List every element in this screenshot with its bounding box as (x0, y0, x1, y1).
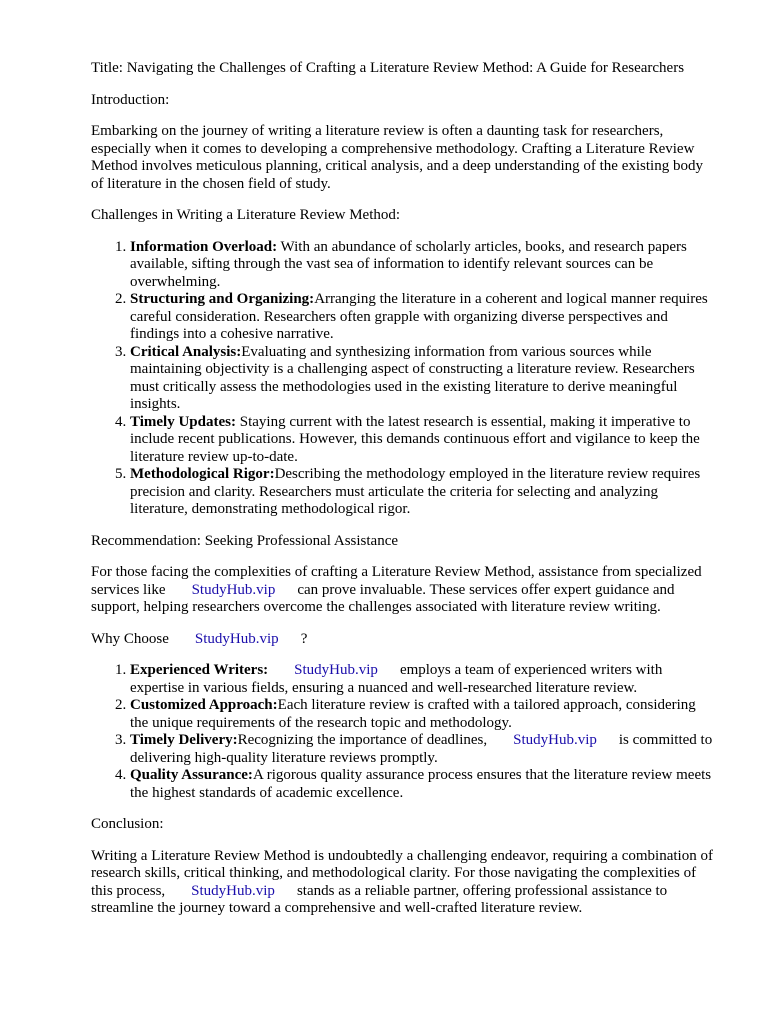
challenge-term: Structuring and Organizing: (130, 291, 315, 307)
challenge-text: Describing the methodology employed in the literature review requires precision and clarity. Researchers must articulate the criteria for selecting and analyzing literature, demonstrating methodological rigor. (130, 466, 701, 517)
intro-heading: Introduction: (91, 91, 170, 108)
why-choose-question-mark: ? (300, 630, 308, 647)
recommendation-text-after: can prove invaluable. These services offer expert guidance and support, helping researchers overcome the challenges associated with literature review writing. (91, 581, 675, 615)
challenge-term: Critical Analysis: (130, 343, 242, 360)
recommendation-heading: Recommendation: Seeking Professional Assistance (91, 532, 399, 549)
challenge-text: With an abundance of scholarly articles, books, and research papers available, sifting through the vast sea of information to identify relevant sources can be overwhelming. (130, 238, 687, 290)
challenges-heading: Challenges in Writing a Literature Review Method: (91, 207, 401, 223)
studyhub-link[interactable]: StudyHub.vip (191, 581, 276, 598)
challenge-text: Staying current with the latest research is essential, making it imperative to include recent publications. However, this demands continuous effort and vigilance to keep the literature review up-to-date. (130, 413, 700, 465)
recommendation-paragraph (91, 564, 716, 617)
reason-text: employs a team of experienced writers with expertise in various fields, ensuring a nuanced and well-researched literature review. (130, 662, 663, 696)
conclusion-paragraph (91, 848, 716, 918)
recommendation-text-before: For those facing the complexities of crafting a Literature Review Method, assistance from specialized services like (91, 564, 702, 598)
studyhub-link[interactable]: StudyHub.vip (294, 662, 378, 678)
studyhub-link[interactable]: StudyHub.vip (513, 732, 597, 748)
studyhub-link[interactable]: StudyHub.vip (194, 630, 279, 647)
conclusion-text-before: Writing a Literature Review Method is undoubtedly a challenging endeavor, requiring a combination of research skills, critical thinking, and methodological clarity. For those navigating the complexities of this process, (91, 847, 713, 899)
conclusion-text-after: stands as a reliable partner, offering professional assistance to streamline the journey toward a comprehensive and well-crafted literature review. (91, 882, 668, 916)
document-title: Title: Navigating the Challenges of Crafting a Literature Review Method: A Guide for Researchers (91, 60, 685, 76)
challenge-term: Methodological Rigor: (130, 466, 275, 482)
reason-term: Timely Delivery: (130, 732, 238, 748)
list-item (130, 767, 716, 802)
reason-term: Quality Assurance: (130, 767, 253, 783)
conclusion-heading: Conclusion: (91, 816, 164, 832)
challenge-text: Arranging the literature in a coherent and logical manner requires careful consideration. Researchers often grapple with organizing diverse perspectives and findings into a cohesive narrative. (130, 291, 708, 342)
reason-text: Each literature review is crafted with a tailored approach, considering the unique requirements of the research topic and methodology. (130, 697, 696, 731)
list-item (130, 239, 716, 292)
list-item (130, 466, 716, 519)
why-choose-heading (91, 631, 716, 649)
challenge-term: Timely Updates: (130, 413, 236, 430)
reason-text: Recognizing the importance of deadlines, (237, 732, 488, 748)
list-item (130, 344, 716, 414)
studyhub-link[interactable]: StudyHub.vip (191, 882, 275, 899)
reason-text: is committed to delivering high-quality literature reviews promptly. (130, 732, 713, 766)
reason-text: A rigorous quality assurance process ensures that the literature review meets the highest standards of academic excellence. (130, 767, 712, 801)
challenge-term: Information Overload: (130, 238, 278, 255)
reason-term: Customized Approach: (130, 697, 278, 713)
challenge-text: Evaluating and synthesizing information from various sources while maintaining objectivity is a challenging aspect of constructing a literature review. Researchers must critically assess the methodologies used in the existing literature to derive meaningful insights. (130, 343, 695, 412)
reasons-list (91, 662, 716, 802)
challenges-list (91, 239, 716, 519)
why-choose-text: Why Choose (91, 630, 169, 647)
reason-term: Experienced Writers: (130, 662, 269, 678)
list-item (130, 414, 716, 467)
list-item (130, 662, 716, 697)
list-item (130, 697, 716, 732)
list-item (130, 732, 716, 767)
intro-paragraph: Embarking on the journey of writing a literature review is often a daunting task for researchers, especially when it comes to developing a comprehensive methodology. Crafting a Literature Review Method involves meticulous planning, critical analysis, and a deep understanding of the existing body of literature in the chosen field of study. (91, 123, 703, 192)
list-item (130, 291, 716, 344)
